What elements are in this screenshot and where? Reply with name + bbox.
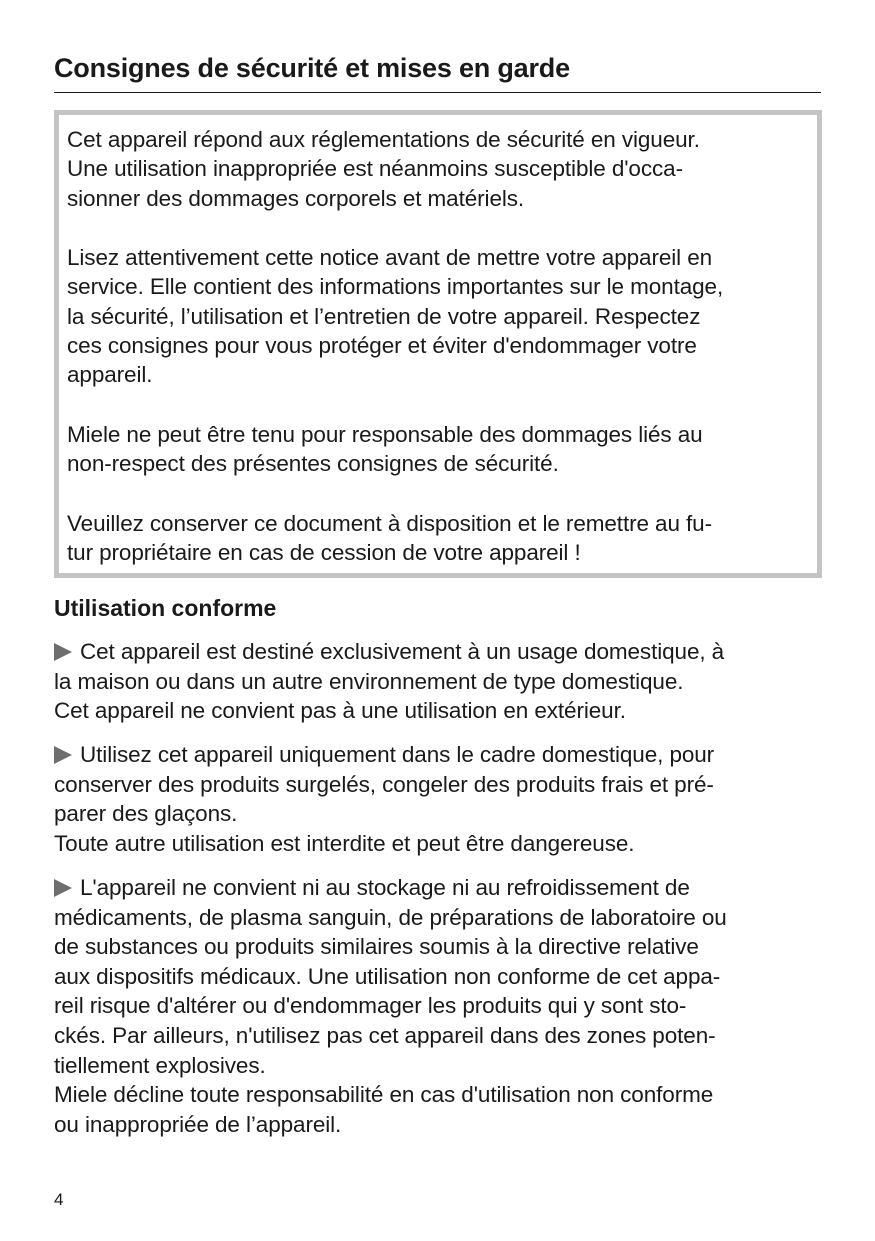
section-heading: Utilisation conforme <box>54 595 277 621</box>
list-item <box>54 637 824 726</box>
list-item-text: Cet appareil est destiné exclusivement à un usage domestique, à la maison ou dans un autre environnement de type domestique. Cet appareil ne convient pas à une utilisation en extérieur. <box>54 639 725 724</box>
triangle-bullet-icon <box>54 879 72 897</box>
list-item <box>54 740 824 858</box>
triangle-bullet-icon <box>54 746 72 764</box>
list-item-text: L'appareil ne convient ni au stockage ni au refroidissement de médicaments, de plasma sanguin, de préparations de laboratoire ou de substances ou produits similaires soumis à la directive relative aux dispositifs médicaux. Une utilisation non conforme de cet appa- reil risque d'altérer ou d'endommager les produits qui y sont sto- ckés. Par ailleurs, n'utilisez pas cet appareil dans des zones poten- tiellement explosives. Miele décline toute responsabilité en cas d'utilisation non conforme ou inappropriée de l’appareil. <box>54 875 727 1137</box>
page-title: Consignes de sécurité et mises en garde <box>54 53 570 83</box>
list-item <box>54 873 824 1139</box>
notice-paragraph: Cet appareil répond aux réglementations de sécurité en vigueur. Une utilisation inappropriée est néanmoins susceptible d'occa- sionner des dommages corporels et matériels. <box>67 127 700 211</box>
triangle-bullet-icon <box>54 643 72 661</box>
notice-paragraph: Miele ne peut être tenu pour responsable des dommages liés au non-respect des présentes consignes de sécurité. <box>67 422 703 477</box>
safety-notice-box <box>54 110 822 578</box>
notice-paragraph: Veuillez conserver ce document à disposition et le remettre au fu- tur propriétaire en cas de cession de votre appareil ! <box>67 511 712 566</box>
page-number: 4 <box>54 1190 64 1209</box>
title-divider <box>54 92 821 93</box>
notice-paragraph: Lisez attentivement cette notice avant de mettre votre appareil en service. Elle contient des informations importantes sur le montage, la sécurité, l’utilisation et l’entretien de votre appareil. Respectez ces consignes pour vous protéger et éviter d'endommager votre appareil. <box>67 245 724 388</box>
list-item-text: Utilisez cet appareil uniquement dans le cadre domestique, pour conserver des produits surgelés, congeler des produits frais et pré- parer des glaçons. Toute autre utilisation est interdite et peut être dangereuse. <box>54 742 715 856</box>
